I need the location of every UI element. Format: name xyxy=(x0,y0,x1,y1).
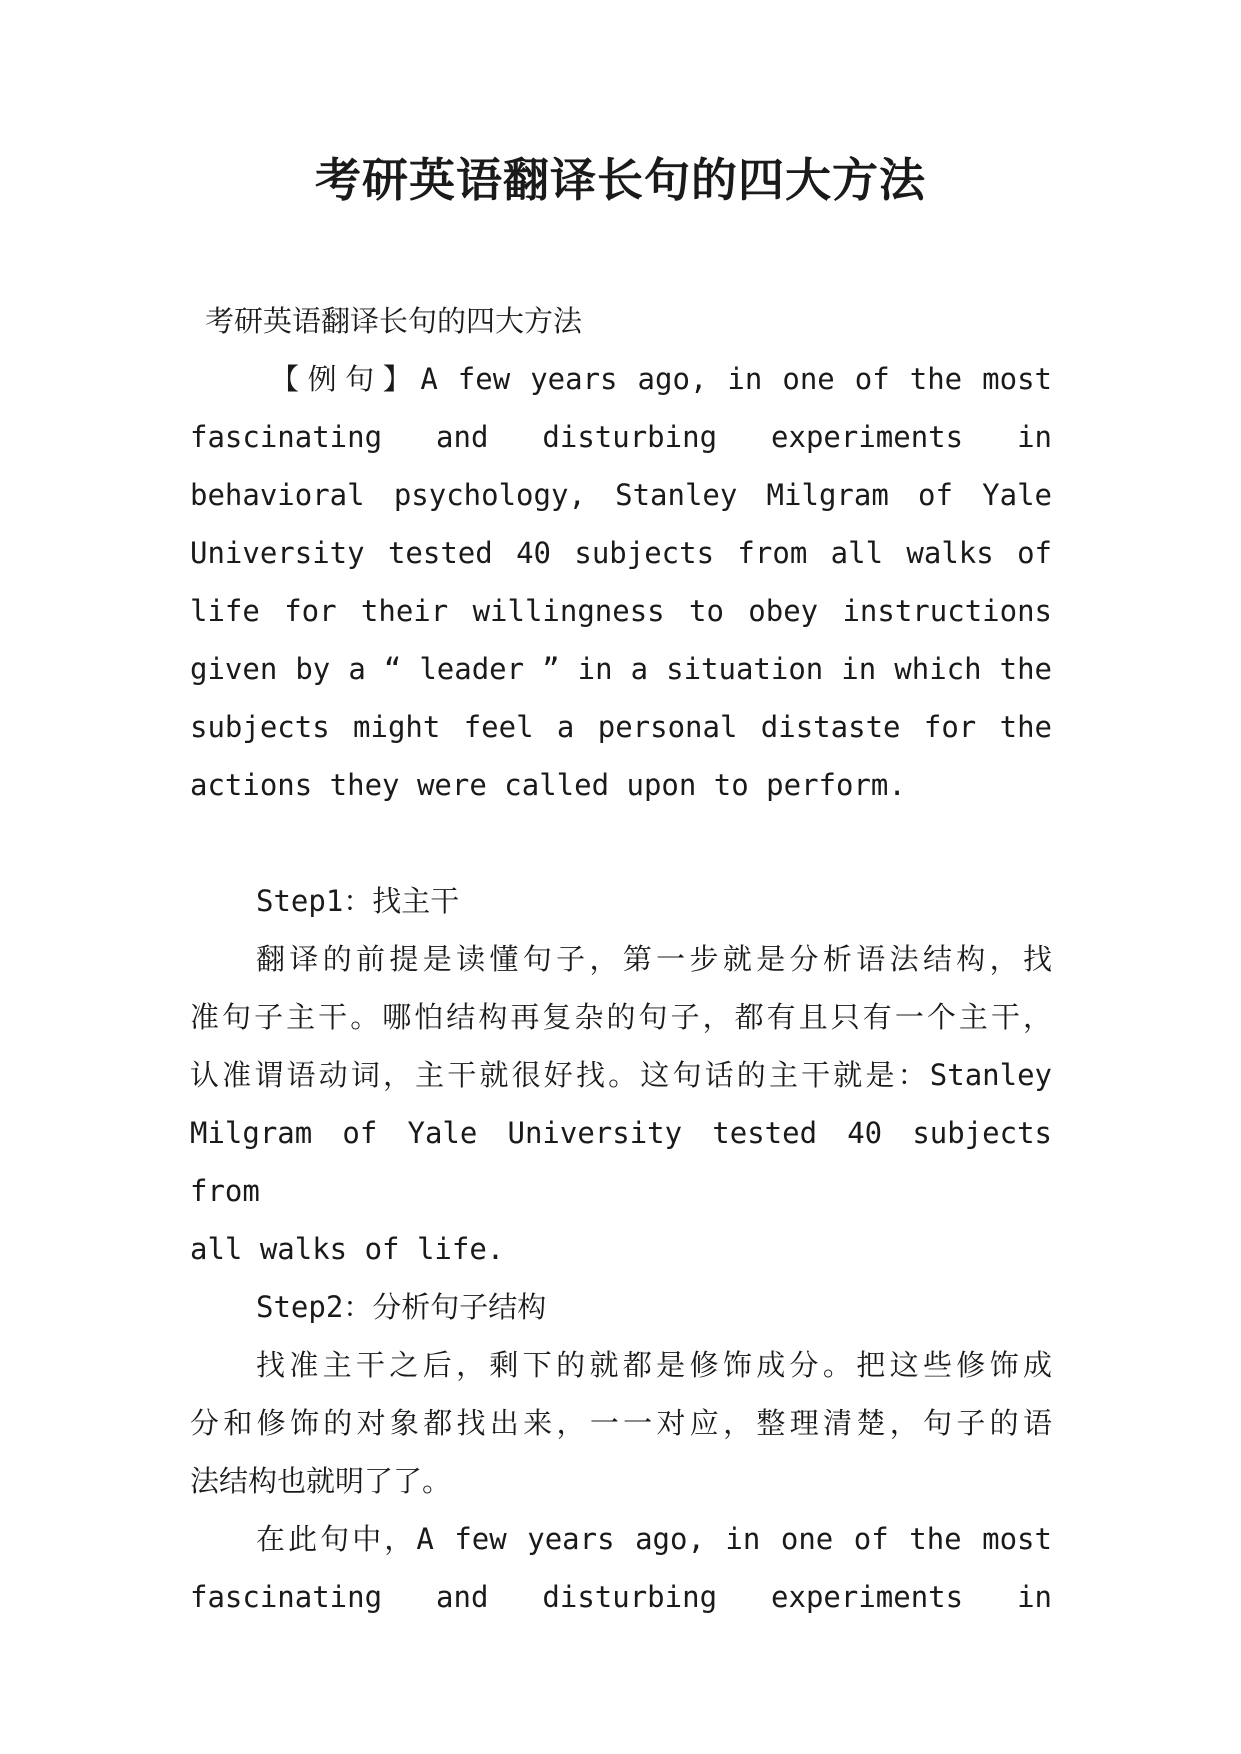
tail-line: fascinating and disturbing experiments in xyxy=(190,1580,1052,1614)
step1-line: 准句子主干。哪怕结构再复杂的句子，都有且只有一个主干， xyxy=(190,1000,1052,1034)
step1-line: 翻译的前提是读懂句子，第一步就是分析语法结构，找 xyxy=(256,942,1052,976)
document-subtitle: 考研英语翻译长句的四大方法 xyxy=(205,304,583,338)
example-line: University tested 40 subjects from all walks of xyxy=(190,536,1052,570)
paragraph-gap xyxy=(190,814,1052,872)
example-line: given by a “ leader ” in a situation in which the xyxy=(190,652,1052,686)
document-title: 考研英语翻译长句的四大方法 xyxy=(315,153,926,207)
example-first-line xyxy=(190,350,1052,408)
step1-line: Milgram of Yale University tested 40 subjects from xyxy=(190,1116,1052,1208)
step2-line: 分和修饰的对象都找出来，一一对应，整理清楚，句子的语 xyxy=(190,1406,1052,1440)
step1-heading: Step1：找主干 xyxy=(256,884,460,918)
tail-text: A few years ago, in one of the most xyxy=(416,1522,1052,1556)
step2-line: 法结构也就明了了。 xyxy=(190,1464,452,1498)
step2-line: 找准主干之后，剩下的就都是修饰成分。把这些修饰成 xyxy=(256,1348,1052,1382)
step1-line: all walks of life. xyxy=(190,1232,505,1266)
example-line: fascinating and disturbing experiments in xyxy=(190,420,1052,454)
tail-prefix: 在此句中， xyxy=(256,1522,417,1556)
example-label: 【例句】 xyxy=(270,362,421,396)
step1-line: 认准谓语动词，主干就很好找。这句话的主干就是：Stanley xyxy=(190,1058,1052,1092)
example-line: actions they were called upon to perform. xyxy=(190,768,906,802)
example-line: life for their willingness to obey instructions xyxy=(190,594,1052,628)
example-line: behavioral psychology, Stanley Milgram of Yale xyxy=(190,478,1052,512)
document-body xyxy=(190,292,1052,1626)
example-line: subjects might feel a personal distaste for the xyxy=(190,710,1052,744)
tail-first-line xyxy=(190,1510,1052,1568)
example-text: A few years ago, in one of the most xyxy=(420,362,1052,396)
step2-heading: Step2：分析句子结构 xyxy=(256,1290,547,1324)
